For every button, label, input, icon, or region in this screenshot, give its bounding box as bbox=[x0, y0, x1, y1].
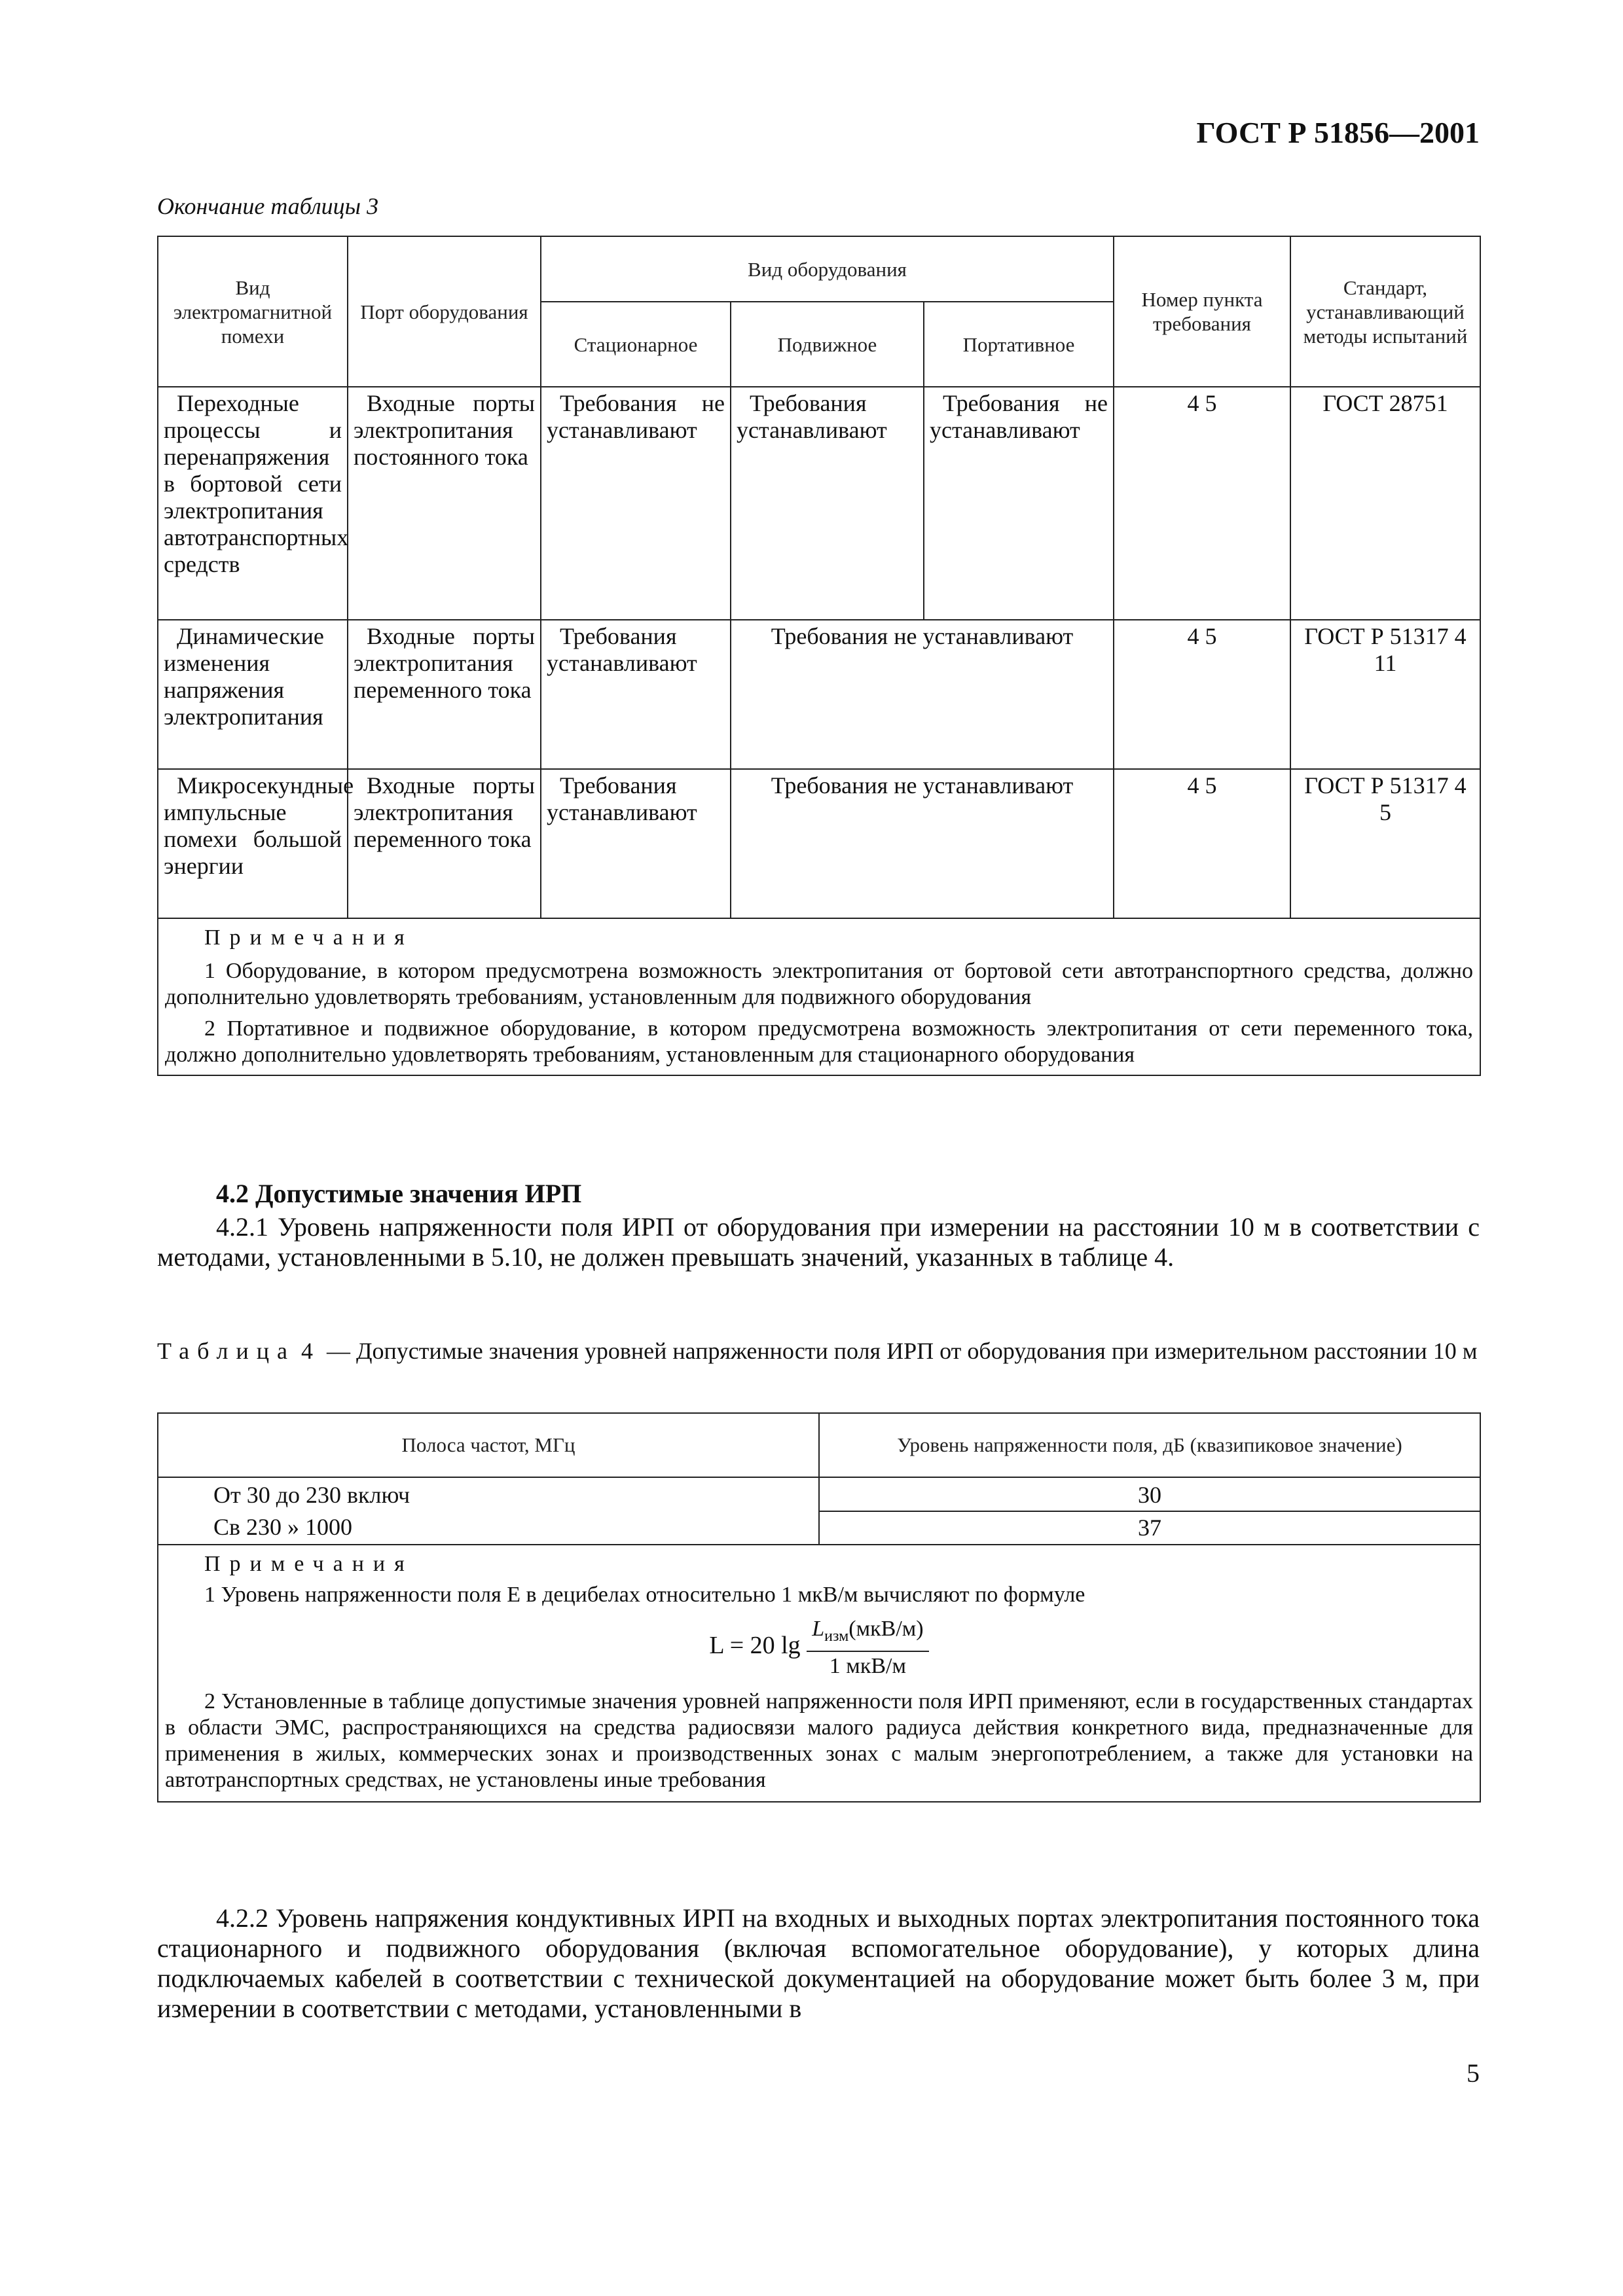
cell-level: 30 bbox=[819, 1477, 1480, 1511]
cell-interference-type: Микросекундные импульсные помехи большой энергии bbox=[158, 769, 348, 918]
table-row bbox=[158, 769, 1480, 918]
table-notes bbox=[158, 918, 1480, 1075]
cell-port: Входные порты электропитания переменного тока bbox=[348, 769, 541, 918]
section-title: 4.2 Допустимые значения ИРП bbox=[216, 1179, 582, 1208]
header-stationary: Стационарное bbox=[541, 302, 731, 387]
table-row bbox=[158, 1477, 1480, 1511]
formula-unit: (мкВ/м) bbox=[848, 1617, 924, 1641]
cell-standard: ГОСТ 28751 bbox=[1290, 387, 1480, 620]
document-code: ГОСТ Р 51856—2001 bbox=[1196, 116, 1480, 149]
cell-mobile-portable: Требования не устанавливают bbox=[731, 620, 1114, 769]
cell-level: 37 bbox=[819, 1511, 1480, 1545]
table-row bbox=[158, 1511, 1480, 1545]
field-strength-formula bbox=[165, 1616, 1473, 1679]
cell-standard: ГОСТ Р 51317 4 11 bbox=[1290, 620, 1480, 769]
cell-stationary: Требования устанавливают bbox=[541, 769, 731, 918]
table-notes bbox=[158, 1545, 1480, 1802]
header-interference-type: Вид электромагнитной помехи bbox=[158, 236, 348, 387]
notes-title: Примечания bbox=[204, 1552, 414, 1576]
cell-stationary: Требования устанавливают bbox=[541, 620, 731, 769]
cell-interference-type: Переходные процессы и перенапряжения в бортовой сети электропитания автотранспортных средств bbox=[158, 387, 348, 620]
note-1: 1 Уровень напряженности поля E в децибелах относительно 1 мкВ/м вычисляют по формуле bbox=[204, 1583, 1085, 1607]
header-field-level: Уровень напряженности поля, дБ (квазипиковое значение) bbox=[819, 1413, 1480, 1477]
cell-mobile-portable: Требования не устанавливают bbox=[731, 769, 1114, 918]
header-frequency-band: Полоса частот, МГц bbox=[158, 1413, 819, 1477]
cell-portable: Требования не устанавливают bbox=[924, 387, 1114, 620]
cell-item-number: 4 5 bbox=[1114, 769, 1290, 918]
formula-denominator: 1 мкВ/м bbox=[829, 1653, 906, 1678]
formula-var: L bbox=[812, 1617, 825, 1641]
note-2: 2 Портативное и подвижное оборудование, в котором предусмотрена возможность электропитания от сети переменного тока, должно дополнительно удовлетворять требованиям, установленным для стационарного оборудования bbox=[165, 1016, 1473, 1067]
page-number: 5 bbox=[1467, 2058, 1480, 2088]
table-number: 4 bbox=[301, 1338, 321, 1364]
cell-stationary: Требования не устанавливают bbox=[541, 387, 731, 620]
formula-lhs: L = 20 lg bbox=[709, 1632, 801, 1660]
header-standard: Стандарт, устанавливающий методы испытаний bbox=[1290, 236, 1480, 387]
cell-standard: ГОСТ Р 51317 4 5 bbox=[1290, 769, 1480, 918]
cell-item-number: 4 5 bbox=[1114, 620, 1290, 769]
formula-subscript: изм bbox=[824, 1627, 849, 1645]
table-label: Таблица bbox=[157, 1338, 295, 1364]
table-4 bbox=[157, 1412, 1481, 1803]
header-portable: Портативное bbox=[924, 302, 1114, 387]
cell-mobile: Требования устанавливают bbox=[731, 387, 924, 620]
cell-port: Входные порты электропитания переменного тока bbox=[348, 620, 541, 769]
note-1: 1 Оборудование, в котором предусмотрена возможность электропитания от бортовой сети автотранспортного средства, должно дополнительно удовлетворять требованиям, установленным для подвижного оборудования bbox=[165, 959, 1473, 1009]
header-item-number: Номер пункта требования bbox=[1114, 236, 1290, 387]
paragraph-4-2-2: 4.2.2 Уровень напряжения кондуктивных ИРП на входных и выходных портах электропитания постоянного тока стационарного и подвижного оборудования (включая вспомогательное оборудование), у которых длина подключаемых кабелей в соответствии с технической документацией на оборудование может быть более 3 м, при измерении в соответствии с методами, установленными в bbox=[157, 1903, 1480, 2023]
header-equipment-type: Вид оборудования bbox=[541, 236, 1114, 302]
header-port: Порт оборудования bbox=[348, 236, 541, 387]
cell-frequency: От 30 до 230 включ bbox=[158, 1477, 819, 1511]
table-3 bbox=[157, 236, 1481, 1076]
table-caption-text: — Допустимые значения уровней напряженности поля ИРП от оборудования при измерительном расстоянии 10 м bbox=[326, 1338, 1478, 1364]
header-mobile: Подвижное bbox=[731, 302, 924, 387]
cell-port: Входные порты электропитания постоянного тока bbox=[348, 387, 541, 620]
table-4-caption bbox=[157, 1338, 1480, 1364]
table-continuation-label: Окончание таблицы 3 bbox=[157, 193, 379, 219]
paragraph-4-2-1: 4.2.1 Уровень напряженности поля ИРП от оборудования при измерении на расстоянии 10 м в соответствии с методами, установленными в 5.10, не должен превышать значений, указанных в таблице 4. bbox=[157, 1212, 1480, 1272]
notes-title: Примечания bbox=[204, 925, 414, 950]
table-row bbox=[158, 620, 1480, 769]
formula-fraction bbox=[807, 1616, 928, 1679]
cell-interference-type: Динамические изменения напряжения электропитания bbox=[158, 620, 348, 769]
cell-item-number: 4 5 bbox=[1114, 387, 1290, 620]
cell-frequency: Св 230 » 1000 bbox=[158, 1511, 819, 1545]
note-2: 2 Установленные в таблице допустимые значения уровней напряженности поля ИРП применяют, если в государственных стандартах в области ЭМС, распространяющихся на средства радиосвязи малого радиуса действия конкретного вида, предназначенные для применения в жилых, коммерческих зонах и производственных зонах с малым энергопотреблением, а также для установки на автотранспортных средствах, не установлены иные требования bbox=[165, 1689, 1473, 1792]
table-row bbox=[158, 387, 1480, 620]
